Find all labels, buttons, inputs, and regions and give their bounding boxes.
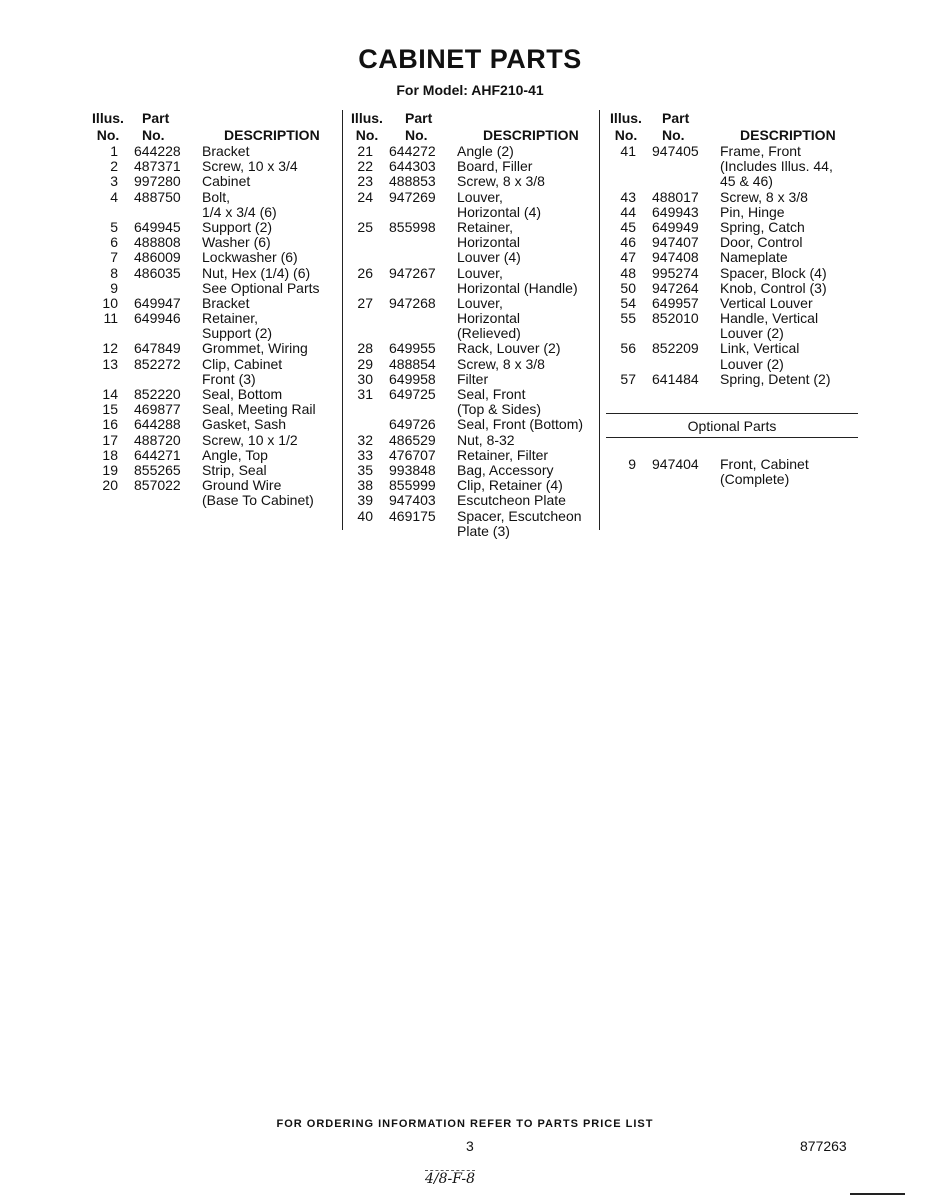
table-row <box>600 341 858 356</box>
part-description: Spacer, Escutcheon <box>457 507 582 524</box>
table-row <box>600 471 858 486</box>
illus-number: 44 <box>620 203 636 220</box>
part-number: 649945 <box>134 218 181 235</box>
table-row <box>343 174 599 189</box>
part-number: 649955 <box>389 340 436 357</box>
part-description: Handle, Vertical <box>720 310 819 327</box>
table-row <box>600 190 858 205</box>
table-row <box>343 266 599 281</box>
optional-parts-header: Optional Parts <box>606 413 858 438</box>
table-row <box>343 387 599 402</box>
part-number: 486035 <box>134 264 181 281</box>
table-row <box>84 159 336 174</box>
part-number: 469877 <box>134 401 181 418</box>
table-row <box>343 281 599 296</box>
part-description: Screw, 10 x 1/2 <box>202 431 298 448</box>
table-row <box>84 493 336 508</box>
parts-list <box>84 144 336 509</box>
part-number: 947264 <box>652 279 699 296</box>
illus-number: 17 <box>102 431 118 448</box>
part-description: Rack, Louver (2) <box>457 340 561 357</box>
table-row <box>84 281 336 296</box>
part-number: 997280 <box>134 173 181 190</box>
part-description: Clip, Retainer (4) <box>457 477 563 494</box>
page-title: CABINET PARTS <box>358 44 582 74</box>
part-description: Angle, Top <box>202 446 268 463</box>
part-description: Frame, Front <box>720 143 801 159</box>
illus-header: Illus. No. <box>92 110 124 143</box>
part-number: 855998 <box>389 218 436 235</box>
description-header: DESCRIPTION <box>483 127 579 143</box>
table-row <box>84 311 336 326</box>
part-number: 993848 <box>389 461 436 478</box>
part-number: 488720 <box>134 431 181 448</box>
illus-number: 48 <box>620 264 636 281</box>
part-number: 649957 <box>652 294 699 311</box>
part-number: 476707 <box>389 446 436 463</box>
part-description: Seal, Front <box>457 386 526 402</box>
table-row <box>84 478 336 493</box>
part-number: 855265 <box>134 461 181 478</box>
illus-number: 12 <box>102 340 118 357</box>
part-description: Angle (2) <box>457 143 514 159</box>
illus-number: 33 <box>357 446 373 463</box>
part-description: Spring, Catch <box>720 218 805 235</box>
table-row <box>84 266 336 281</box>
illus-number: 1 <box>110 143 118 159</box>
part-description: Gasket, Sash <box>202 416 287 433</box>
table-row <box>84 387 336 402</box>
illus-number: 38 <box>357 477 373 494</box>
part-number: 469175 <box>389 507 436 524</box>
illus-number: 9 <box>628 456 636 472</box>
illus-number: 47 <box>620 249 636 266</box>
table-row <box>84 448 336 463</box>
table-row <box>84 144 336 159</box>
part-number: 649946 <box>134 310 181 327</box>
part-description: Louver, <box>457 264 503 281</box>
part-number: 995274 <box>652 264 699 281</box>
part-description: Link, Vertical <box>720 340 800 357</box>
part-description: Bracket <box>202 143 250 159</box>
parts-column-3 <box>600 110 858 486</box>
part-number: 649726 <box>389 416 436 433</box>
part-number: 947407 <box>652 234 699 251</box>
illus-number: 55 <box>620 310 636 327</box>
parts-column-1 <box>84 110 336 509</box>
part-description: Spacer, Block (4) <box>720 264 827 281</box>
part-description: Bolt, <box>202 188 231 205</box>
illus-number: 29 <box>357 355 373 372</box>
part-description: Clip, Cabinet <box>202 355 283 372</box>
part-description: Retainer, <box>202 310 259 327</box>
part-description: Louver (2) <box>720 355 784 372</box>
part-description: 1/4 x 3/4 (6) <box>202 203 277 220</box>
table-row <box>600 159 858 174</box>
part-description: (Top & Sides) <box>457 401 542 418</box>
table-row <box>600 296 858 311</box>
part-number: 947267 <box>389 264 436 281</box>
part-description: Screw, 8 x 3/8 <box>457 355 545 372</box>
part-description: Lockwasher (6) <box>202 249 298 266</box>
column-header <box>343 110 599 144</box>
part-number: 852010 <box>652 310 699 327</box>
table-row <box>600 266 858 281</box>
part-description: Bag, Accessory <box>457 461 554 478</box>
part-description: Seal, Meeting Rail <box>202 401 316 418</box>
illus-number: 54 <box>620 294 636 311</box>
table-row <box>84 296 336 311</box>
illus-number: 24 <box>357 188 373 205</box>
part-number: 855999 <box>389 477 436 494</box>
illus-number: 46 <box>620 234 636 251</box>
table-row <box>84 250 336 265</box>
part-description: Washer (6) <box>202 234 271 251</box>
part-number: 488750 <box>134 188 181 205</box>
table-row <box>600 326 858 341</box>
part-number: 947403 <box>389 492 436 509</box>
part-description: Vertical Louver <box>720 294 813 311</box>
illus-number: 16 <box>102 416 118 433</box>
table-row <box>600 281 858 296</box>
part-description: Filter <box>457 370 489 387</box>
table-row <box>343 159 599 174</box>
table-row <box>343 220 599 235</box>
table-row <box>343 205 599 220</box>
part-number: 947405 <box>652 143 699 159</box>
table-row <box>343 144 599 159</box>
part-description: Grommet, Wiring <box>202 340 308 357</box>
part-description: (Includes Illus. 44, <box>720 158 833 175</box>
table-row <box>84 402 336 417</box>
part-number: 649725 <box>389 386 436 402</box>
table-row <box>343 326 599 341</box>
table-row <box>84 372 336 387</box>
table-row <box>84 220 336 235</box>
part-description: Pin, Hinge <box>720 203 785 220</box>
part-number: 644288 <box>134 416 181 433</box>
part-description: Louver (2) <box>720 325 784 342</box>
part-description: Door, Control <box>720 234 803 251</box>
page-number: 3 <box>466 1138 474 1154</box>
table-row <box>343 448 599 463</box>
table-row <box>343 433 599 448</box>
part-number: 488853 <box>389 173 436 190</box>
illus-number: 3 <box>110 173 118 190</box>
ordering-note: FOR ORDERING INFORMATION REFER TO PARTS PRICE LIST <box>276 1118 654 1130</box>
illus-number: 5 <box>110 218 118 235</box>
part-description: Horizontal (Handle) <box>457 279 578 296</box>
part-description: Screw, 8 x 3/8 <box>720 188 808 205</box>
part-description: Escutcheon Plate <box>457 492 566 509</box>
illus-number: 57 <box>620 370 636 387</box>
part-description: Nut, 8-32 <box>457 431 515 448</box>
table-row <box>600 235 858 250</box>
scan-mark <box>850 1193 905 1195</box>
part-number: 644228 <box>134 143 181 159</box>
illus-number: 8 <box>110 264 118 281</box>
illus-number: 40 <box>357 507 373 524</box>
table-row <box>343 250 599 265</box>
part-description: Support (2) <box>202 325 273 342</box>
illus-number: 4 <box>110 188 118 205</box>
illus-number: 11 <box>103 310 118 327</box>
model-subtitle: For Model: AHF210-41 <box>396 82 544 98</box>
part-number: 947268 <box>389 294 436 311</box>
illus-number: 32 <box>357 431 373 448</box>
part-header: Part No. <box>142 110 170 143</box>
part-description: Retainer, Filter <box>457 446 549 463</box>
part-description: Bracket <box>202 294 250 311</box>
illus-number: 14 <box>102 386 118 402</box>
illus-number: 18 <box>102 446 118 463</box>
table-row <box>600 174 858 189</box>
illus-number: 31 <box>357 386 373 402</box>
part-description: Spring, Detent (2) <box>720 370 831 387</box>
part-number: 487371 <box>134 158 181 175</box>
illus-number: 10 <box>102 294 118 311</box>
table-row <box>84 341 336 356</box>
table-row <box>343 296 599 311</box>
part-number: 486009 <box>134 249 181 266</box>
illus-number: 30 <box>357 370 373 387</box>
part-number: 644303 <box>389 158 436 175</box>
part-description: Louver, <box>457 188 503 205</box>
part-header: Part No. <box>405 110 433 143</box>
part-header: Part No. <box>662 110 690 143</box>
part-number: 641484 <box>652 370 699 387</box>
part-description: Nut, Hex (1/4) (6) <box>202 264 311 281</box>
illus-number: 20 <box>102 477 118 494</box>
part-number: 488017 <box>652 188 699 205</box>
table-row <box>600 144 858 159</box>
parts-list <box>343 144 599 539</box>
illus-number: 23 <box>357 173 373 190</box>
part-description: Horizontal (4) <box>457 203 542 220</box>
table-row <box>84 205 336 220</box>
illus-number: 7 <box>110 249 118 266</box>
illus-number: 9 <box>110 279 118 296</box>
illus-number: 27 <box>357 294 373 311</box>
part-number: 947269 <box>389 188 436 205</box>
illus-number: 2 <box>110 158 118 175</box>
part-description: 45 & 46) <box>720 173 773 190</box>
part-description: Cabinet <box>202 173 251 190</box>
table-row <box>84 190 336 205</box>
table-row <box>84 463 336 478</box>
parts-column-2 <box>342 110 600 539</box>
parts-list <box>600 144 858 387</box>
table-row <box>600 311 858 326</box>
table-row <box>343 524 599 539</box>
part-number: 852272 <box>134 355 181 372</box>
table-row <box>84 357 336 372</box>
illus-number: 22 <box>357 158 373 175</box>
part-description: Louver (4) <box>457 249 521 266</box>
part-description: Horizontal <box>457 234 521 251</box>
illus-number: 21 <box>357 143 373 159</box>
part-description: (Complete) <box>720 471 790 488</box>
part-description: (Base To Cabinet) <box>202 492 314 509</box>
table-row <box>600 205 858 220</box>
part-description: Nameplate <box>720 249 788 266</box>
table-row <box>600 456 858 471</box>
part-number: 649947 <box>134 294 181 311</box>
table-row <box>84 326 336 341</box>
table-row <box>343 311 599 326</box>
part-number: 644272 <box>389 143 436 159</box>
part-description: (Relieved) <box>457 325 521 342</box>
part-description: Seal, Bottom <box>202 386 283 402</box>
part-description: Front, Cabinet <box>720 456 809 472</box>
part-number: 649943 <box>652 203 699 220</box>
part-description: Strip, Seal <box>202 461 267 478</box>
handwritten-note: 4/8-F-8 <box>425 1171 475 1187</box>
part-number: 852220 <box>134 386 181 402</box>
illus-number: 28 <box>357 340 373 357</box>
illus-number: 35 <box>357 461 373 478</box>
document-number: 877263 <box>800 1138 847 1154</box>
illus-number: 45 <box>620 218 636 235</box>
table-row <box>343 417 599 432</box>
illus-number: 13 <box>102 355 118 372</box>
table-row <box>343 478 599 493</box>
part-description: Support (2) <box>202 218 273 235</box>
table-row <box>343 402 599 417</box>
part-description: Board, Filler <box>457 158 533 175</box>
table-row <box>600 357 858 372</box>
table-row <box>343 357 599 372</box>
part-number: 947408 <box>652 249 699 266</box>
table-row <box>84 417 336 432</box>
column-header <box>600 110 858 144</box>
part-description: Retainer, <box>457 218 514 235</box>
table-row <box>600 220 858 235</box>
table-row <box>343 493 599 508</box>
table-row <box>343 190 599 205</box>
part-description: Plate (3) <box>457 522 510 539</box>
part-description: Ground Wire <box>202 477 282 494</box>
illus-number: 41 <box>620 143 636 159</box>
table-row <box>343 235 599 250</box>
illus-number: 43 <box>620 188 636 205</box>
part-number: 649958 <box>389 370 436 387</box>
part-number: 649949 <box>652 218 699 235</box>
illus-number: 25 <box>357 218 373 235</box>
illus-number: 39 <box>357 492 373 509</box>
part-number: 644271 <box>134 446 181 463</box>
table-row <box>84 433 336 448</box>
illus-number: 15 <box>102 401 118 418</box>
description-header: DESCRIPTION <box>740 127 836 143</box>
illus-number: 26 <box>357 264 373 281</box>
part-number: 947404 <box>652 456 699 472</box>
part-description: Screw, 10 x 3/4 <box>202 158 298 175</box>
part-description: Louver, <box>457 294 503 311</box>
part-number: 488808 <box>134 234 181 251</box>
part-description: Horizontal <box>457 310 521 327</box>
table-row <box>343 509 599 524</box>
table-row <box>84 174 336 189</box>
column-header <box>84 110 336 144</box>
description-header: DESCRIPTION <box>224 127 320 143</box>
optional-parts-list <box>600 456 858 486</box>
illus-number: 50 <box>620 279 636 296</box>
part-description: Knob, Control (3) <box>720 279 827 296</box>
part-description: See Optional Parts <box>202 279 320 296</box>
part-number: 488854 <box>389 355 436 372</box>
table-row <box>343 372 599 387</box>
part-number: 857022 <box>134 477 181 494</box>
illus-header: Illus. No. <box>610 110 642 143</box>
illus-number: 6 <box>110 234 118 251</box>
table-row <box>600 372 858 387</box>
illus-header: Illus. No. <box>351 110 383 143</box>
part-number: 486529 <box>389 431 436 448</box>
part-description: Screw, 8 x 3/8 <box>457 173 545 190</box>
table-row <box>84 235 336 250</box>
table-row <box>343 463 599 478</box>
table-row <box>600 250 858 265</box>
part-number: 647849 <box>134 340 181 357</box>
table-row <box>343 341 599 356</box>
illus-number: 56 <box>620 340 636 357</box>
part-description: Front (3) <box>202 370 256 387</box>
part-number: 852209 <box>652 340 699 357</box>
illus-number: 19 <box>102 461 118 478</box>
part-description: Seal, Front (Bottom) <box>457 416 584 433</box>
